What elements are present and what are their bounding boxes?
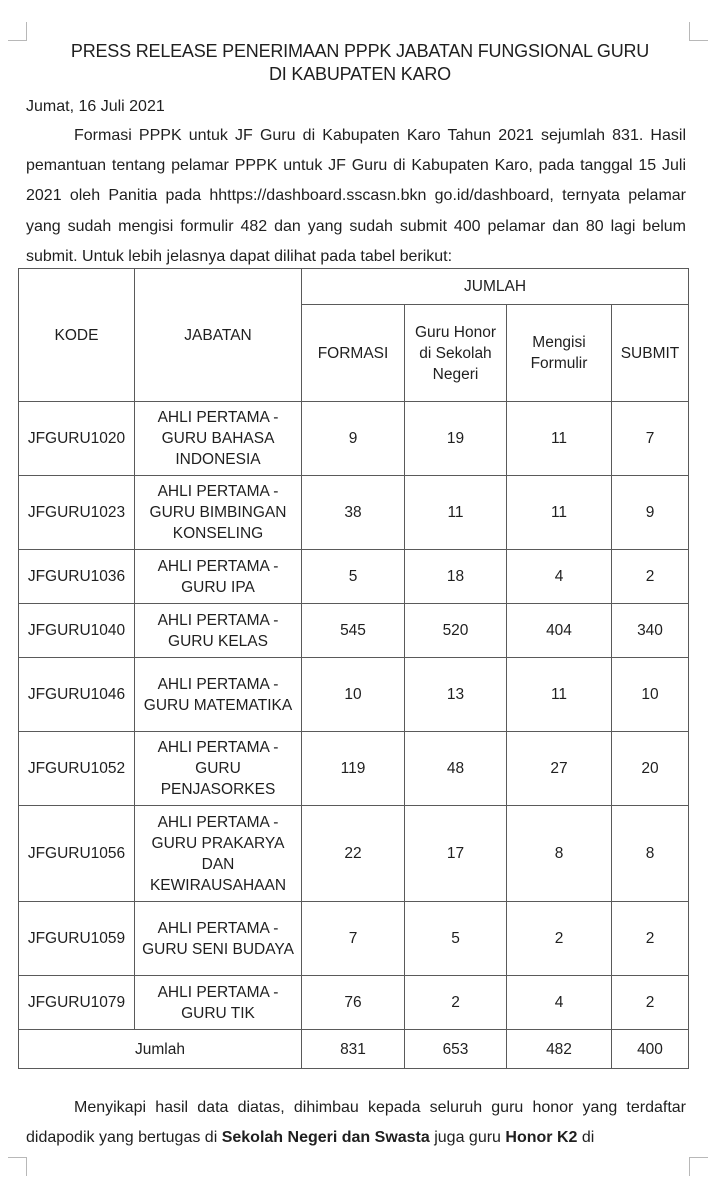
cell-jabatan: AHLI PERTAMA - GURU BAHASA INDONESIA	[135, 402, 302, 476]
cell-formasi: 10	[302, 658, 405, 732]
applicant-table	[18, 268, 689, 1069]
total-formasi: 831	[302, 1030, 405, 1069]
page-corner-mark-top-left	[8, 22, 27, 41]
closing-paragraph	[26, 1093, 686, 1153]
cell-jabatan: AHLI PERTAMA - GURU KELAS	[135, 604, 302, 658]
title-line-2: DI KABUPATEN KARO	[269, 64, 451, 84]
table-row	[19, 902, 689, 976]
total-label: Jumlah	[19, 1030, 302, 1069]
cell-guru-honor: 18	[405, 550, 507, 604]
closing-text-2: juga guru	[429, 1129, 506, 1146]
cell-submit: 8	[612, 806, 689, 902]
cell-formasi: 7	[302, 902, 405, 976]
cell-jabatan: AHLI PERTAMA - GURU PENJASORKES	[135, 732, 302, 806]
cell-jabatan: AHLI PERTAMA - GURU PRAKARYA DAN KEWIRAUSAHAAN	[135, 806, 302, 902]
cell-formasi: 5	[302, 550, 405, 604]
table-row	[19, 402, 689, 476]
cell-formasi: 545	[302, 604, 405, 658]
cell-mengisi: 8	[507, 806, 612, 902]
header-jabatan: JABATAN	[135, 269, 302, 402]
table-total-row	[19, 1030, 689, 1069]
cell-kode: JFGURU1020	[19, 402, 135, 476]
cell-submit: 9	[612, 476, 689, 550]
cell-guru-honor: 2	[405, 976, 507, 1030]
cell-guru-honor: 48	[405, 732, 507, 806]
document-date: Jumat, 16 Juli 2021	[26, 98, 165, 115]
cell-mengisi: 404	[507, 604, 612, 658]
cell-submit: 20	[612, 732, 689, 806]
header-formasi: FORMASI	[302, 305, 405, 402]
cell-mengisi: 27	[507, 732, 612, 806]
closing-text-1: Menyikapi hasil data diatas, dihimbau kepada seluruh guru honor yang terdaftar didapodik yang bertugas di	[26, 1099, 686, 1146]
cell-formasi: 9	[302, 402, 405, 476]
cell-submit: 7	[612, 402, 689, 476]
cell-mengisi: 4	[507, 550, 612, 604]
cell-jabatan: AHLI PERTAMA - GURU BIMBINGAN KONSELING	[135, 476, 302, 550]
cell-guru-honor: 11	[405, 476, 507, 550]
document-title	[0, 40, 720, 86]
cell-kode: JFGURU1046	[19, 658, 135, 732]
cell-kode: JFGURU1036	[19, 550, 135, 604]
table-row	[19, 976, 689, 1030]
page-corner-mark-bottom-right	[689, 1157, 708, 1176]
cell-kode: JFGURU1079	[19, 976, 135, 1030]
cell-submit: 2	[612, 902, 689, 976]
cell-formasi: 76	[302, 976, 405, 1030]
total-mengisi: 482	[507, 1030, 612, 1069]
cell-formasi: 38	[302, 476, 405, 550]
cell-jabatan: AHLI PERTAMA - GURU SENI BUDAYA	[135, 902, 302, 976]
intro-paragraph: Formasi PPPK untuk JF Guru di Kabupaten Karo Tahun 2021 sejumlah 831. Hasil pemantuan tentang pelamar PPPK untuk JF Guru di Kabupaten Karo, pada tanggal 15 Juli 2021 oleh Panitia pada hhttps://dashboard.sscasn.bkn go.id/dashboard, ternyata pelamar yang sudah mengisi formulir 482 dan yang sudah submit 400 pelamar dan 80 lagi belum submit. Untuk lebih jelasnya dapat dilihat pada tabel berikut:	[26, 127, 686, 265]
cell-submit: 340	[612, 604, 689, 658]
cell-jabatan: AHLI PERTAMA - GURU TIK	[135, 976, 302, 1030]
cell-guru-honor: 17	[405, 806, 507, 902]
page-corner-mark-bottom-left	[8, 1157, 27, 1176]
table-row	[19, 806, 689, 902]
total-guru-honor: 653	[405, 1030, 507, 1069]
closing-bold-schools: Sekolah Negeri dan Swasta	[221, 1129, 430, 1146]
cell-guru-honor: 13	[405, 658, 507, 732]
cell-guru-honor: 5	[405, 902, 507, 976]
cell-formasi: 22	[302, 806, 405, 902]
header-submit: SUBMIT	[612, 305, 689, 402]
cell-kode: JFGURU1052	[19, 732, 135, 806]
closing-bold-honor-k2: Honor K2	[505, 1129, 578, 1146]
header-mengisi-formulir: Mengisi Formulir	[507, 305, 612, 402]
cell-jabatan: AHLI PERTAMA - GURU MATEMATIKA	[135, 658, 302, 732]
cell-submit: 2	[612, 976, 689, 1030]
cell-guru-honor: 520	[405, 604, 507, 658]
table-row	[19, 476, 689, 550]
closing-text-3: di	[577, 1129, 595, 1146]
header-jumlah: JUMLAH	[302, 269, 689, 305]
cell-submit: 2	[612, 550, 689, 604]
table-row	[19, 550, 689, 604]
cell-mengisi: 11	[507, 476, 612, 550]
cell-mengisi: 4	[507, 976, 612, 1030]
title-line-1: PRESS RELEASE PENERIMAAN PPPK JABATAN FUNGSIONAL GURU	[70, 41, 650, 61]
cell-kode: JFGURU1056	[19, 806, 135, 902]
cell-submit: 10	[612, 658, 689, 732]
cell-guru-honor: 19	[405, 402, 507, 476]
page-corner-mark-top-right	[689, 22, 708, 41]
cell-kode: JFGURU1059	[19, 902, 135, 976]
cell-jabatan: AHLI PERTAMA - GURU IPA	[135, 550, 302, 604]
cell-mengisi: 2	[507, 902, 612, 976]
header-kode: KODE	[19, 269, 135, 402]
cell-formasi: 119	[302, 732, 405, 806]
cell-kode: JFGURU1023	[19, 476, 135, 550]
cell-mengisi: 11	[507, 402, 612, 476]
cell-mengisi: 11	[507, 658, 612, 732]
table-row	[19, 604, 689, 658]
table-row	[19, 732, 689, 806]
cell-kode: JFGURU1040	[19, 604, 135, 658]
table-row	[19, 658, 689, 732]
total-submit: 400	[612, 1030, 689, 1069]
header-guru-honor: Guru Honor di Sekolah Negeri	[405, 305, 507, 402]
